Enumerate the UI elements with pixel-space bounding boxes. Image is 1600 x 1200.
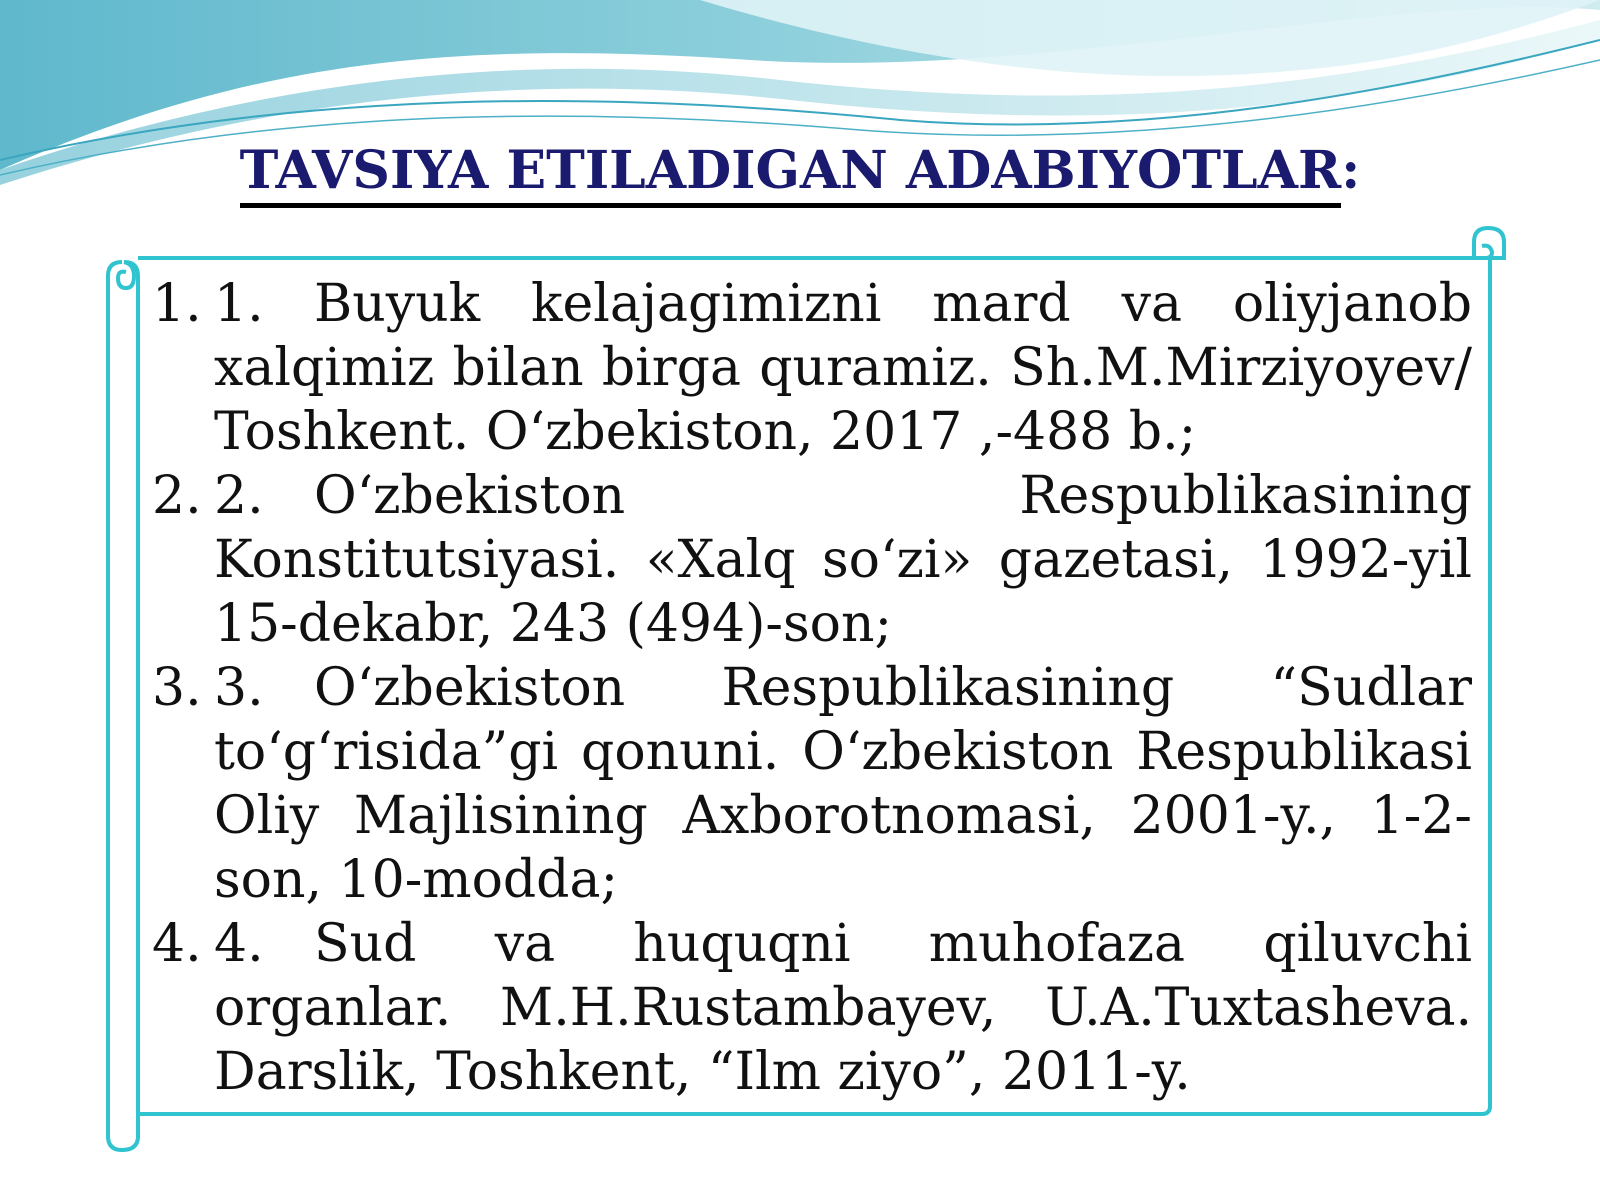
reference-item — [152, 272, 1472, 464]
reference-inner-number: 2. — [214, 466, 264, 526]
reference-text: O‘zbekiston Respublikasining “Sudlar to‘g‘risida”gi qonuni. O‘zbekiston Respublikasi Oliy Majlisining Axborotnomasi, 2001-y., 1-2-son, 10-modda; — [214, 658, 1472, 910]
reference-inner-number: 4. — [214, 914, 264, 974]
reference-outer-number: 2. — [152, 466, 202, 526]
reference-inner-number: 1. — [214, 274, 264, 334]
reference-text: Sud va huquqni muhofaza qiluvchi organlar. M.H.Rustambayev, U.A.Tuxtasheva. Darslik, Toshkent, “Ilm ziyo”, 2011-y. — [214, 914, 1472, 1102]
reference-outer-number: 3. — [152, 658, 202, 718]
references-list — [152, 272, 1472, 1104]
reference-outer-number: 1. — [152, 274, 202, 334]
reference-item — [152, 912, 1472, 1104]
title-text: TAVSIYA ETILADIGAN ADABIYOTLAR — [240, 140, 1342, 208]
title-colon: : — [1341, 140, 1361, 201]
reference-item — [152, 464, 1472, 656]
reference-item — [152, 656, 1472, 912]
reference-outer-number: 4. — [152, 914, 202, 974]
reference-inner-number: 3. — [214, 658, 264, 718]
reference-text: Buyuk kelajagimizni mard va oliyjanob xalqimiz bilan birga quramiz. Sh.M.Mirziyoyev/ Toshkent. O‘zbekiston, 2017 ,-488 b.; — [214, 274, 1472, 462]
reference-text: O‘zbekiston Respublikasining Konstitutsiyasi. «Xalq so‘zi» gazetasi, 1992-yil 15-dekabr, 243 (494)-son; — [214, 466, 1472, 654]
